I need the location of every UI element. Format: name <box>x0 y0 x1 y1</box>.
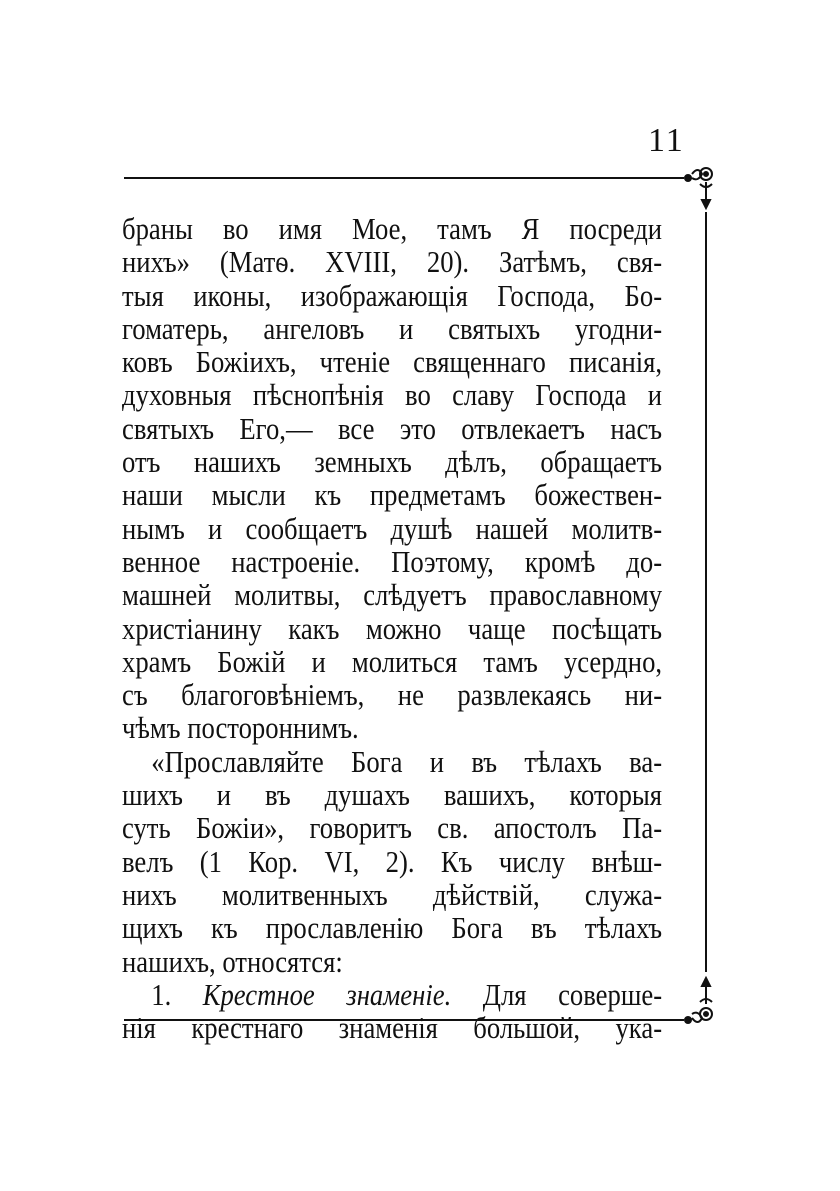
page-number: 11 <box>648 122 685 159</box>
text-line: ковъ Божіихъ, чтеніе священнаго писанія, <box>122 344 663 380</box>
text-line: святыхъ Его,— все это отвлекаетъ насъ <box>122 410 663 446</box>
text-line: наши мысли къ предметамъ божествен- <box>122 477 663 513</box>
bottom-right-ornament-icon <box>668 978 712 1023</box>
text-line: чѣмъ постороннимъ. <box>122 710 359 746</box>
text-line: нихъ» (Матѳ. XVIII, 20). Затѣмъ, свя- <box>122 244 663 280</box>
text-line: машней молитвы, слѣдуетъ православному <box>122 577 663 613</box>
text-line: нихъ молитвенныхъ дѣйствій, служа- <box>122 876 663 912</box>
text-line: тыя иконы, изображающія Господа, Бо- <box>122 277 663 313</box>
text-line: христіанину какъ можно чаще посѣщать <box>122 610 663 646</box>
text-line: духовныя пѣснопѣнія во славу Господа и <box>122 377 663 413</box>
text-line: храмъ Божій и молиться тамъ усердно, <box>122 643 663 679</box>
item-text: Для соверше- <box>482 976 663 1012</box>
text-line: браны во имя Мое, тамъ Я посреди <box>122 211 663 246</box>
text-line: венное настроеніе. Поэтому, кромѣ до- <box>122 543 663 579</box>
text-line: «Прославляйте Бога и въ тѣлахъ ва- <box>151 743 663 779</box>
item-title: Крестное знаменіе. <box>202 976 452 1012</box>
item-number: 1. <box>151 976 172 1012</box>
text-line: съ благоговѣніемъ, не развлекаясь ни- <box>122 677 663 713</box>
text-line: шихъ и въ душахъ вашихъ, которыя <box>122 777 663 813</box>
text-line: нашихъ, относятся: <box>122 943 343 979</box>
text-line: гоматерь, ангеловъ и святыхъ угодни- <box>122 310 663 346</box>
text-line: щихъ къ прославленію Бога въ тѣлахъ <box>122 910 663 946</box>
text-line: отъ нашихъ земныхъ дѣлъ, обращаетъ <box>122 444 663 480</box>
text-line: нія крестнаго знаменія большой, ука- <box>122 1010 663 1046</box>
text-line: суть Божіи», говоритъ св. апостолъ Па- <box>122 810 663 846</box>
text-block <box>122 212 662 1044</box>
text-line: нымъ и сообщаетъ душѣ нашей молитв- <box>122 510 663 546</box>
top-right-ornament-icon <box>668 168 712 208</box>
text-line: велъ (1 Кор. VI, 2). Къ числу внѣш- <box>122 843 663 879</box>
numbered-item-line <box>122 978 662 1011</box>
